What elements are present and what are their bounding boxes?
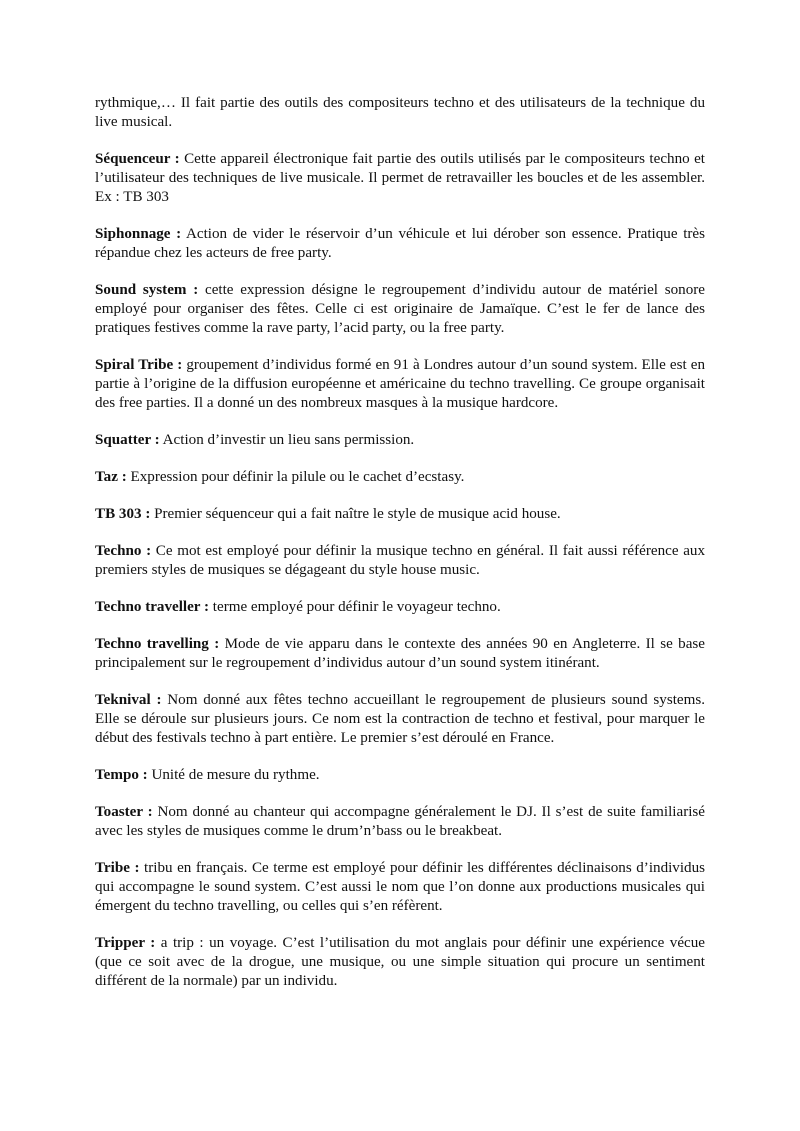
glossary-term: Techno traveller : — [95, 599, 210, 615]
glossary-entry-taz — [95, 468, 705, 487]
glossary-entry-tribe — [95, 859, 705, 916]
glossary-entry-tempo — [95, 766, 705, 785]
glossary-definition: Nom donné au chanteur qui accompagne généralement le DJ. Il s’est de suite familiarisé avec les styles de musiques comme le drum’n’bass ou le breakbeat. — [95, 804, 705, 839]
glossary-term: Techno : — [95, 543, 152, 559]
glossary-entry-tripper — [95, 934, 705, 991]
glossary-definition: Expression pour définir la pilule ou le cachet d’ecstasy. — [126, 469, 465, 485]
glossary-entry-squatter — [95, 431, 705, 450]
glossary-definition: tribu en français. Ce terme est employé pour définir les différentes déclinaisons d’individus qui accompagne le sound system. C’est aussi le nom que l’on donne aux productions musicales qui émergent du techno travelling, ou celles qui s’en réfèrent. — [95, 860, 706, 914]
glossary-entry-spiral-tribe — [95, 356, 705, 413]
glossary-definition: terme employé pour définir le voyageur techno. — [209, 599, 501, 615]
glossary-text — [95, 94, 705, 1009]
glossary-term: Taz : — [95, 469, 127, 485]
glossary-entry-siphonnage — [95, 225, 705, 263]
glossary-definition: Ce mot est employé pour définir la musique techno en général. Il fait aussi référence aux premiers styles de musiques se dégageant du style house music. — [95, 543, 705, 578]
glossary-term: Teknival : — [95, 692, 162, 708]
glossary-definition: Nom donné aux fêtes techno accueillant le regroupement de plusieurs sound systems. Elle se déroule sur plusieurs jours. Ce nom est la contraction de techno et festival, pour marquer le début des festivals techno à part entière. Le premier s’est déroulé en France. — [95, 692, 705, 746]
glossary-entry-sequenceur — [95, 150, 705, 207]
glossary-definition: Premier séquenceur qui a fait naître le style de musique acid house. — [150, 506, 561, 522]
glossary-definition: Action de vider le réservoir d’un véhicule et lui dérober son essence. Pratique très répandue chez les acteurs de free party. — [95, 226, 705, 261]
glossary-entry-sound-system — [95, 281, 705, 338]
glossary-definition: a trip : un voyage. C’est l’utilisation du mot anglais pour définir une expérience vécue (que ce soit avec de la drogue, une musique, ou une simple situation qui procure un sentiment différent de la normale) par un individu. — [95, 935, 705, 989]
glossary-definition: cette expression désigne le regroupement d’individu autour de matériel sonore employé pour organiser des fêtes. Celle ci est originaire de Jamaïque. C’est le fer de lance des pratiques festives comme la rave party, l’acid party, ou la free party. — [95, 282, 705, 336]
glossary-entry-toaster — [95, 803, 705, 841]
intro-fragment: rythmique,… Il fait partie des outils des compositeurs techno et des utilisateurs de la technique du live musical. — [95, 95, 705, 130]
glossary-term: Toaster : — [95, 804, 153, 820]
glossary-term: Squatter : — [95, 432, 160, 448]
glossary-term: Tripper : — [95, 935, 156, 951]
glossary-entry-techno-travelling — [95, 635, 705, 673]
glossary-entry-teknival — [95, 691, 705, 748]
glossary-term: Sound system : — [95, 282, 199, 298]
glossary-definition: Unité de mesure du rythme. — [147, 767, 320, 783]
glossary-term: Tempo : — [95, 767, 148, 783]
glossary-term: Séquenceur : — [95, 151, 180, 167]
glossary-term: Spiral Tribe : — [95, 357, 183, 373]
glossary-term: Techno travelling : — [95, 636, 220, 652]
glossary-definition: Cette appareil électronique fait partie des outils utilisés par le compositeurs techno et l’utilisateur des techniques de live musicale. Il permet de retravailler les boucles et de les assembler. Ex : TB 303 — [95, 151, 705, 205]
glossary-definition: Mode de vie apparu dans le contexte des années 90 en Angleterre. Il se base principalement sur le regroupement d’individus autour d’un sound system itinérant. — [95, 636, 705, 671]
glossary-entry-techno — [95, 542, 705, 580]
glossary-entry-tb-303 — [95, 505, 705, 524]
glossary-definition: groupement d’individus formé en 91 à Londres autour d’un sound system. Elle est en partie à l’origine de la diffusion européenne et américaine du techno travelling. Ce groupe organisait des free parties. Il a donné un des nombreux masques à la musique hardcore. — [95, 357, 706, 411]
glossary-term: Tribe : — [95, 860, 140, 876]
glossary-definition: Action d’investir un lieu sans permission. — [159, 432, 415, 448]
glossary-entry-techno-traveller — [95, 598, 705, 617]
glossary-term: Siphonnage : — [95, 226, 182, 242]
glossary-term: TB 303 : — [95, 506, 151, 522]
